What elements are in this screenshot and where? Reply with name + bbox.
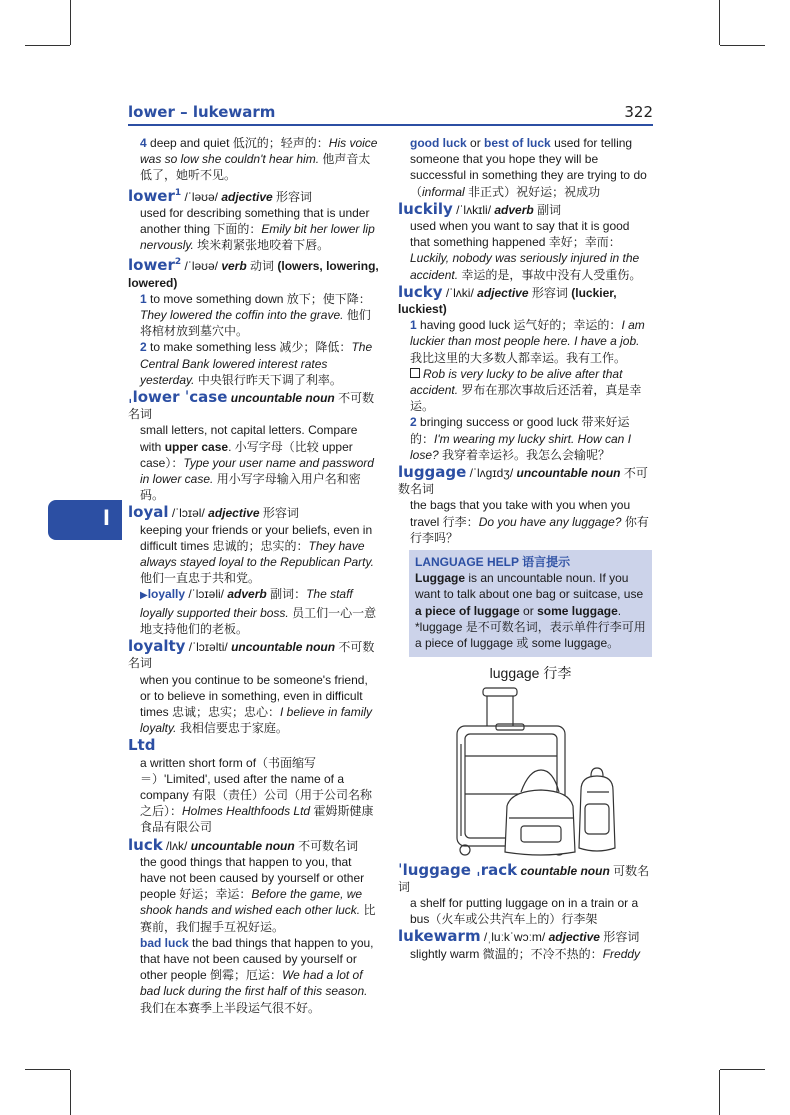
- register-label-zh: 非正式: [468, 184, 505, 199]
- definition: keeping your friends or your beliefs, even in difficult times 忠诚的；忠实的：: [140, 522, 373, 553]
- example: Luckily, nobody was seriously injured in the accident.: [410, 251, 640, 282]
- entry-lukewarm: [398, 928, 652, 961]
- keyword: Luggage: [415, 571, 465, 586]
- translation: 用小写字母输入用户名和密码。: [140, 472, 361, 503]
- example: Emily bit her lower lip nervously.: [140, 222, 375, 253]
- part-of-speech: uncountable noun: [231, 640, 336, 655]
- pronunciation: /ˈləʊə/: [184, 189, 218, 204]
- help-translation: *luggage 是不可数名词，表示单件行李可用 a piece of luggage 或 some luggage。: [415, 619, 646, 651]
- definition: used for describing something that is under another thing 下面的：: [140, 205, 370, 237]
- pronunciation: /ˈlɔɪəli/: [188, 587, 225, 602]
- entry-luckily: [398, 201, 652, 283]
- example: They have always stayed loyal to the Republican Party.: [140, 538, 374, 570]
- translation: 他声音太低了，她听不见。: [140, 152, 371, 183]
- entry-loyalty: [128, 638, 380, 736]
- headword: lucky: [398, 282, 443, 301]
- entry-lower-sense-4: [128, 135, 380, 184]
- translation: 比赛前，我们握手互祝好运。: [140, 903, 376, 934]
- headword: luggage: [398, 463, 467, 482]
- pronunciation: /ˈlʌɡɪdʒ/: [469, 466, 514, 481]
- headword: ˈluggage ˌrack: [398, 860, 518, 879]
- example: I'm wearing my lucky shirt. How can I lose?: [410, 431, 632, 462]
- part-of-speech-zh: 副词: [537, 202, 562, 217]
- help-text: .: [617, 603, 622, 618]
- right-column: [398, 135, 652, 963]
- square-bullet-icon: [410, 368, 420, 378]
- example: They lowered the coffin into the grave.: [140, 308, 344, 323]
- connector: or: [470, 136, 481, 150]
- thumb-index-letter: l: [103, 506, 110, 530]
- crop-mark: [70, 1070, 71, 1115]
- part-of-speech: verb: [221, 259, 247, 274]
- phrase: bad luck: [140, 935, 189, 950]
- phrase: good luck: [410, 136, 467, 150]
- help-text: or: [523, 603, 534, 618]
- example: The Central Bank lowered interest rates yesterday.: [140, 340, 373, 387]
- headword: lower$^1$: [128, 186, 182, 205]
- crop-mark: [720, 45, 765, 46]
- example: Before the game, we shook hands and wished each other luck.: [140, 887, 363, 918]
- phrase-good-luck: [398, 135, 652, 200]
- definition: having good luck 运气好的；幸运的：: [420, 318, 622, 333]
- inflections: (luckier, luckiest): [398, 285, 617, 317]
- part-of-speech: adjective: [477, 285, 529, 300]
- entry-lucky: [398, 284, 652, 463]
- example: Freddy: [602, 946, 641, 961]
- definition: a shelf for putting luggage on in a train or a bus（火车或公共汽车上的）行李架: [410, 895, 639, 927]
- translation: 罗布在那次事故后还活着，真是幸运。: [410, 383, 642, 414]
- part-of-speech: adjective: [548, 930, 600, 945]
- definition: used when you want to say that it is good that something happened 幸好；幸而：: [410, 219, 630, 250]
- part-of-speech-zh: 形容词: [276, 189, 313, 204]
- entry-lower-2: [128, 254, 380, 388]
- language-help-box: [409, 550, 652, 657]
- phrase: best of luck: [484, 136, 551, 150]
- definition: . 小写字母（比较: [228, 439, 319, 454]
- page-header: [128, 100, 653, 126]
- keyword: a piece of luggage: [415, 603, 520, 618]
- crop-mark: [25, 45, 70, 46]
- translation: 他们将棺材放到墓穴中。: [140, 308, 371, 339]
- derived-headword: loyally: [147, 587, 186, 602]
- pronunciation: /ˈləʊə/: [184, 259, 218, 274]
- part-of-speech: uncountable noun: [190, 838, 295, 853]
- part-of-speech-zh: 不可数名词: [128, 391, 375, 422]
- register-label: informal: [422, 184, 465, 199]
- headword: loyal: [128, 503, 169, 522]
- part-of-speech-zh: 可数名词: [398, 863, 650, 894]
- arrow-icon: ▶: [140, 590, 148, 602]
- thumb-index-tab[interactable]: [48, 500, 122, 540]
- entry-luggage-rack: [398, 862, 652, 928]
- page-number: 322: [624, 103, 653, 121]
- illustration-caption: luggage 行李: [489, 665, 572, 682]
- pronunciation: /ˈlʌki/: [445, 285, 474, 300]
- entry-luck: [128, 837, 380, 1016]
- part-of-speech-zh: 不可数名词: [298, 838, 359, 853]
- definition: deep and quiet 低沉的；轻声的：: [150, 136, 329, 150]
- headword: loyalty: [128, 637, 186, 656]
- translation: 幸运的是，事故中没有人受重伤。: [461, 267, 642, 282]
- part-of-speech-zh: 形容词: [262, 506, 299, 521]
- entry-lower-1: [128, 185, 380, 254]
- sense-number: 4: [140, 136, 147, 150]
- definition: slightly warm 微温的；不冷不热的：: [410, 946, 603, 961]
- part-of-speech: uncountable noun: [516, 466, 621, 481]
- part-of-speech-zh: 不可数名词: [128, 640, 375, 671]
- part-of-speech-zh: 形容词: [531, 285, 568, 300]
- pronunciation: /ˈlɔɪəlti/: [188, 640, 228, 655]
- entry-loyal: [128, 504, 380, 637]
- part-of-speech: adverb: [227, 587, 267, 602]
- phrase-bad-luck: [128, 935, 380, 1016]
- guide-words: lower – lukewarm: [128, 103, 276, 121]
- example: Rob is very lucky to be alive after that accident.: [410, 366, 623, 398]
- luggage-illustration: [409, 665, 652, 861]
- part-of-speech-zh: 形容词: [603, 930, 640, 945]
- entry-lower-case: [128, 389, 380, 503]
- definition: ）：: [165, 455, 184, 470]
- help-text: is an uncountable noun. If you want to talk about one bag or suitcase, use: [415, 571, 644, 602]
- example: Holmes Healthfoods Ltd: [182, 804, 311, 819]
- part-of-speech: adjective: [208, 506, 260, 521]
- part-of-speech: countable noun: [520, 863, 610, 878]
- example: I believe in family loyalty.: [140, 704, 373, 736]
- pronunciation: /ˈlʌkɪli/: [456, 202, 492, 217]
- headword: Ltd: [128, 736, 156, 755]
- part-of-speech-zh: 副词：: [270, 587, 307, 602]
- translation: ）祝好运；祝成功: [504, 184, 601, 199]
- crop-mark: [25, 1069, 70, 1070]
- luggage-drawing-icon: [441, 686, 621, 862]
- part-of-speech: adverb: [494, 202, 534, 217]
- entry-luggage: [398, 464, 652, 546]
- headword: lukewarm: [398, 927, 481, 946]
- example: The staff loyally supported their boss.: [140, 587, 353, 620]
- translation: 我穿着幸运衫。我怎么会输呢？: [442, 447, 611, 462]
- translation: 我比这里的大多数人都幸运。我有工作。: [410, 350, 627, 365]
- crop-mark: [719, 1070, 720, 1115]
- sense-number: 2: [410, 415, 417, 430]
- example: We had a lot of bad luck during the first half of this season.: [140, 968, 368, 999]
- definition: to make something less 减少；降低：: [150, 340, 352, 355]
- definition: bringing success or good luck 带来好运的：: [410, 415, 630, 446]
- part-of-speech-zh: 不可数名词: [398, 466, 648, 497]
- definition: to move something down 放下；使下降：: [150, 291, 371, 306]
- crop-mark: [719, 0, 720, 45]
- crop-mark: [720, 1069, 765, 1070]
- translation: 埃米莉紧张地咬着下唇。: [197, 238, 330, 253]
- example: His voice was so low she couldn't hear him.: [140, 136, 378, 167]
- sense-number: 1: [410, 318, 417, 333]
- pronunciation: /lʌk/: [166, 838, 188, 853]
- definition: a written short form of（书面缩写＝）'Limited', used after the name of a company 有限（责任）公司（用于公司名称之后）：: [140, 755, 373, 819]
- translation: 他们一直忠于共和党。: [140, 571, 261, 586]
- headword: lower$^2$: [128, 256, 182, 275]
- translation: 我相信要忠于家庭。: [179, 721, 288, 736]
- headword: ˌlower ˈcase: [128, 388, 228, 407]
- keyword: some luggage: [537, 603, 618, 618]
- definition: the bags that you take with you when you travel 行李：: [410, 498, 631, 529]
- definition: small letters, not capital letters. Compare with: [140, 423, 358, 454]
- translation: 员工们一心一意地支持他们的老板。: [140, 605, 377, 636]
- cross-reference: upper case: [140, 439, 353, 470]
- crop-mark: [70, 0, 71, 45]
- example: Type your user name and password in lower case.: [140, 455, 374, 487]
- definition: the bad things that happen to you, that have not been caused by yourself or other people 倒霉；厄运：: [140, 935, 374, 983]
- left-column: [128, 135, 380, 1017]
- translation: 你有行李吗？: [410, 514, 649, 545]
- definition: used for telling someone that you hope they will be successful in something they are trying to do（: [410, 136, 647, 199]
- example: Do you have any luggage?: [478, 514, 622, 529]
- definition: the good things that happen to you, that have not been caused by yourself or other people 好运；幸运：: [140, 854, 365, 902]
- part-of-speech: adjective: [221, 189, 273, 204]
- headword: luckily: [398, 199, 453, 218]
- cross-reference[interactable]: upper case: [164, 439, 229, 454]
- derived-form: [128, 586, 380, 637]
- translation: 中央银行昨天下调了利率。: [197, 372, 342, 387]
- translation: 霍姆斯健康食品有限公司: [140, 804, 374, 835]
- language-help-text: [415, 570, 646, 651]
- part-of-speech-zh: 动词: [250, 259, 275, 274]
- pronunciation: /ˌluːkˈwɔːm/: [483, 930, 546, 945]
- entry-ltd: [128, 737, 380, 835]
- example: I am luckier than most people here. I have a job.: [410, 318, 645, 349]
- definition: when you continue to be someone's friend, or to believe in something, even in difficult times 忠诚；忠实；忠心：: [140, 672, 368, 719]
- translation: 我们在本赛季上半段运气很不好。: [140, 1000, 321, 1015]
- pronunciation: /ˈlɔɪəl/: [171, 506, 205, 521]
- inflections: (lowers, lowering, lowered): [128, 259, 379, 290]
- part-of-speech: uncountable noun: [230, 391, 335, 406]
- sense-number: 1: [140, 291, 147, 306]
- sense-number: 2: [140, 340, 147, 355]
- language-help-title: LANGUAGE HELP 语言提示: [415, 555, 571, 570]
- headword: luck: [128, 835, 163, 854]
